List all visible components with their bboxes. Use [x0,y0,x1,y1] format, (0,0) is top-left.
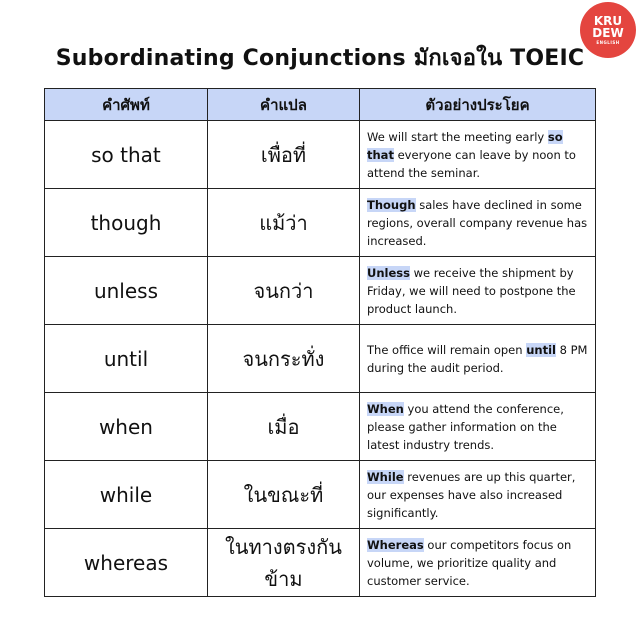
meaning-cell: จนกระทั่ง [207,325,359,393]
meaning-cell: แม้ว่า [207,189,359,257]
word-cell: whereas [45,529,208,597]
example-cell [360,257,596,325]
meaning-cell: ในทางตรงกันข้าม [207,529,359,597]
header-example: ตัวอย่างประโยค [360,89,596,121]
example-cell [360,121,596,189]
highlighted-conjunction: Unless [367,265,410,280]
example-text: our competitors focus on volume, we prioritize quality and customer service. [367,537,572,588]
example-text: The office will remain open [367,342,527,357]
logo-line1: KRU [593,14,623,28]
header-translation: คำแปล [207,89,359,121]
example-cell [360,189,596,257]
example-text: sales have declined in some regions, overall company revenue has increased. [367,197,588,248]
header-vocabulary: คำศัพท์ [45,89,208,121]
table-row [45,121,596,189]
table-row [45,257,596,325]
meaning-cell: เพื่อที่ [207,121,359,189]
highlighted-conjunction: Whereas [367,537,424,552]
example-text: everyone can leave by noon to attend the seminar. [367,147,576,180]
conjunctions-table [44,88,596,597]
highlighted-conjunction: While [367,469,404,484]
highlighted-conjunction: Though [367,197,416,212]
highlighted-conjunction: When [367,401,404,416]
example-cell [360,529,596,597]
example-text: We will start the meeting early [367,129,548,144]
table-row [45,461,596,529]
example-cell [360,393,596,461]
logo-line3: ENGLISH [596,40,620,45]
word-cell: until [45,325,208,393]
meaning-cell: เมื่อ [207,393,359,461]
word-cell: unless [45,257,208,325]
example-text: revenues are up this quarter, our expenses have also increased significantly. [367,469,576,520]
logo-line2: DEW [592,26,624,40]
table-row [45,529,596,597]
example-cell [360,325,596,393]
meaning-cell: จนกว่า [207,257,359,325]
example-text: you attend the conference, please gather information on the latest industry trends. [367,401,564,452]
word-cell: when [45,393,208,461]
table-header-row [45,89,596,121]
meaning-cell: ในขณะที่ [207,461,359,529]
example-cell [360,461,596,529]
example-text: we receive the shipment by Friday, we will need to postpone the product launch. [367,265,576,316]
example-text: 8 PM during the audit period. [367,342,588,375]
word-cell: so that [45,121,208,189]
word-cell: though [45,189,208,257]
brand-logo [580,2,636,58]
table-row [45,325,596,393]
table-row [45,189,596,257]
highlighted-conjunction: until [526,342,556,357]
word-cell: while [45,461,208,529]
highlighted-conjunction: so that [367,129,563,162]
table-row [45,393,596,461]
page-title: Subordinating Conjunctions มักเจอใน TOEIC [55,46,585,71]
